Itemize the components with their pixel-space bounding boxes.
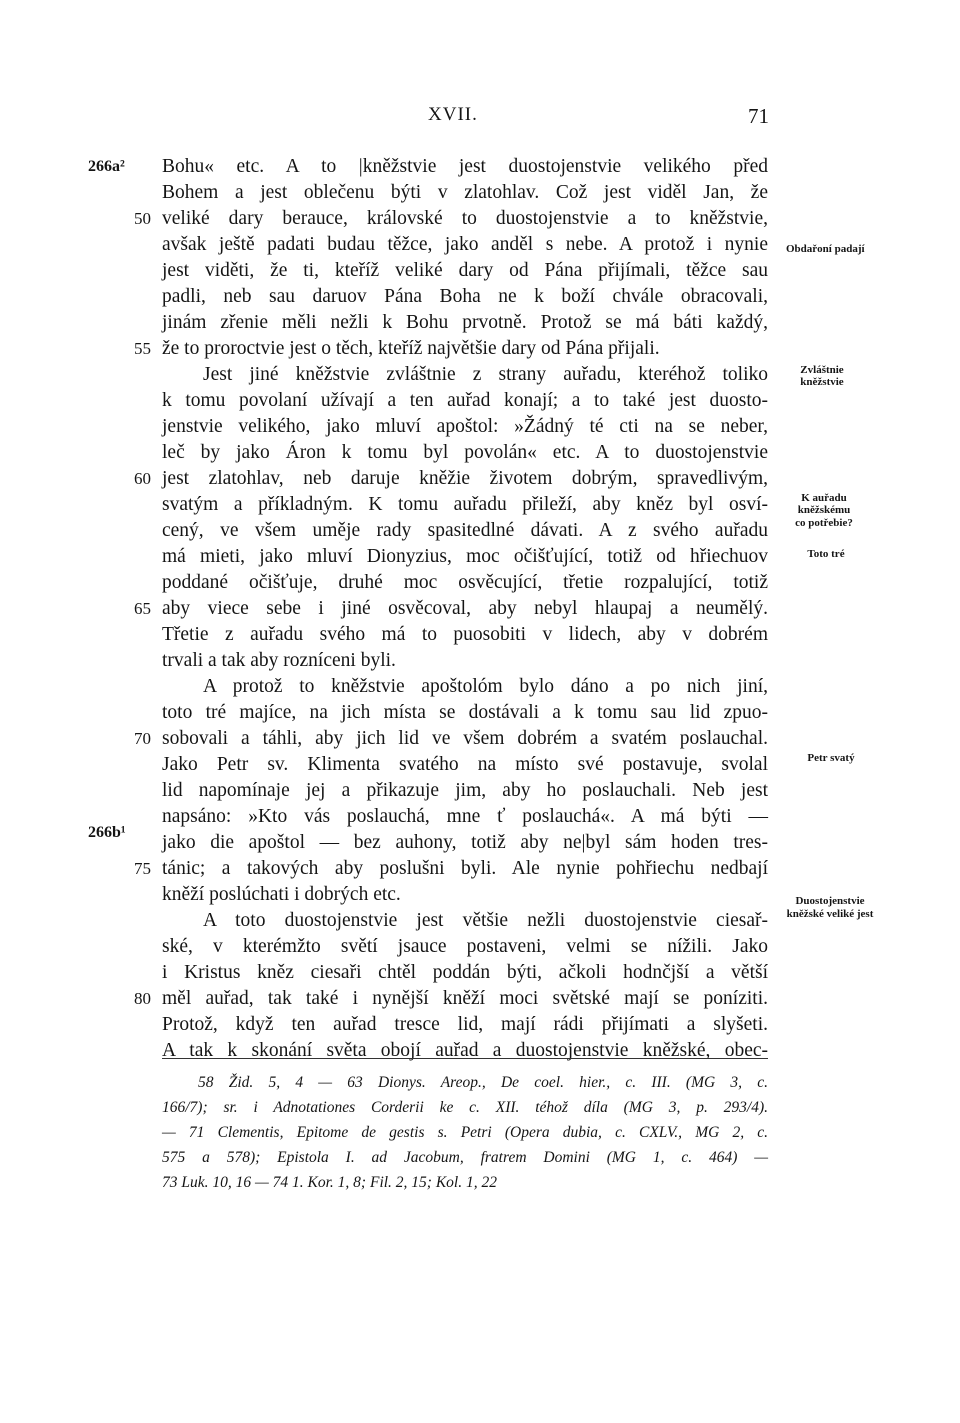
text-line: veliké dary berauce, královské to duostojenstvie a to kněžstvie, (162, 208, 768, 229)
text-line: padli, neb sau daruov Pána Boha ne k boží chvále obracovali, (162, 286, 768, 307)
text-line: toto tré majíce, na jich místa se dostávali a k tomu sau lid zpuo- (162, 702, 768, 723)
text-line: aby viece sebe i jiné osvěcoval, aby nebyl hlaupaj a neumělý. (162, 598, 768, 619)
margin-note: Obdařoní padají (786, 243, 865, 255)
text-line: svatým a příkladným. K tomu auřadu přileží, aby kněz byl osví- (162, 494, 768, 515)
text-line: napsáno: »Kto vás poslauchá, mne ť poslauchá«. A má býti — (162, 806, 768, 827)
margin-note: kněžské veliké jest (786, 908, 874, 920)
text-line: jenstvie velikého, jako mluví apoštol: »Žádný té cti na se neber, (162, 416, 768, 437)
text-line: avšak ještě padati budau těžce, jako anděl s nebe. A protož i nynie (162, 234, 768, 255)
text-line: cený, ve všem uměje rady spasitedlné dávati. A z svého auřadu (162, 520, 768, 541)
text-line: k tomu povolaní užívají a ten auřad konají; a to také jest duosto- (162, 390, 768, 411)
margin-note: Zvláštnie (800, 364, 844, 376)
footnote-line: 73 Luk. 10, 16 — 74 1. Kor. 1, 8; Fil. 2, 15; Kol. 1, 22 (162, 1174, 497, 1191)
text-line: Jako Petr sv. Klimenta svatého na místo své postavuje, svolal (162, 754, 768, 775)
footnote-separator (162, 1058, 768, 1059)
text-line: A tak k skonání světa obojí auřad a duostojenstvie kněžské, obec- (162, 1040, 768, 1061)
margin-note: Petr svatý (807, 752, 855, 764)
text-line: že to proroctvie jest o těch, kteříž najvětšie dary od Pána přijali. (162, 338, 660, 359)
footnote-line: — 71 Clementis, Epitome de gestis s. Petri (Opera dubia, c. CXLV., MG 2, c. (162, 1124, 768, 1141)
text-line: i Kristus kněz ciesaři chtěl poddán býti, ačkoli hodnčjší a větší (162, 962, 768, 983)
line-number: 65 (134, 599, 151, 618)
line-number: 70 (134, 729, 151, 748)
text-line: poddané očišťuje, druhé moc osvěcující, třetie rozpalující, totiž (162, 572, 768, 593)
text-line: Třetie z auřadu svého má to puosobiti v lidech, aby v dobrém (162, 624, 768, 645)
text-line: Bohu« etc. A to |kněžstvie jest duostojenstvie velikého před (162, 156, 768, 177)
line-number: 80 (134, 989, 151, 1008)
footnote-line: 58 Žid. 5, 4 — 63 Dionys. Areop., De coel. hier., c. III. (MG 3, c. (198, 1074, 768, 1091)
text-line: Bohem a jest oblečenu býti v zlatohlav. Což jest viděl Jan, že (162, 182, 768, 203)
margin-note: kněžstvie (800, 376, 844, 388)
text-line: má mieti, jako mluví Dionyzius, moc očišťující, totiž od hřiechuov (162, 546, 768, 567)
text-line: trvali a tak aby rozníceni byli. (162, 650, 396, 671)
text-line: A protož to kněžstvie apoštolóm bylo dáno a po nich jiní, (203, 676, 768, 697)
folio-mark: 266b¹ (88, 824, 126, 841)
margin-note: K auřadu (801, 492, 847, 504)
text-line: leč by jako Áron k tomu byl povolán« etc. A to duostojenstvie (162, 442, 768, 463)
text-line: jest viděti, že ti, kteříž veliké dary od Pána přijímali, těžce sau (162, 260, 768, 281)
chapter-header: XVII. (428, 104, 478, 125)
text-line: Jest jiné kněžstvie zvláštnie z strany auřadu, kteréhož toliko (203, 364, 768, 385)
margin-note: co potřebie? (795, 517, 853, 529)
text-line: kněží poslúchati i dobrých etc. (162, 884, 401, 905)
folio-mark: 266a² (88, 158, 125, 175)
footnote-line: 575 a 578); Epistola I. ad Jacobum, fratrem Domini (MG 1, c. 464) — (162, 1149, 768, 1166)
text-line: A toto duostojenstvie jest většie nežli duostojenstvie ciesař- (203, 910, 768, 931)
margin-note: Duostojenstvie (795, 895, 865, 907)
margin-note: kněžskému (797, 504, 851, 516)
text-line: sobovali a táhli, aby jich lid ve všem dobrém a svatém poslauchal. (162, 728, 768, 749)
text-line: ské, v kterémžto světí jsauce postaveni, velmi se nížili. Jako (162, 936, 768, 957)
text-line: jako die apoštol — bez auhony, totiž aby ne|byl sám hoden tres- (162, 832, 768, 853)
text-line: měl auřad, tak také i nynější kněží moci světské mají se poníziti. (162, 988, 768, 1009)
text-line: tánic; a takových aby poslušni byli. Ale nynie pohřiechu nedbají (162, 858, 768, 879)
line-number: 60 (134, 469, 151, 488)
text-line: jest zlatohlav, neb daruje kněžie životem dobrým, spravedlivým, (162, 468, 768, 489)
line-number: 75 (134, 859, 151, 878)
line-number: 50 (134, 209, 151, 228)
text-line: Protož, když ten auřad tresce lid, mají rádi přijímati a slyšeti. (162, 1014, 768, 1035)
text-line: jinám zřenie měli nežli k Bohu prvotně. Protož se má báti každý, (162, 312, 768, 333)
footnote-line: 166/7); sr. i Adnotationes Corderii ke c. XII. téhož díla (MG 3, p. 293/4). (162, 1099, 768, 1116)
page-number: 71 (748, 104, 769, 128)
text-line: lid napomínaje jej a přikazuje jim, aby ho poslauchali. Neb jest (162, 780, 768, 801)
margin-note: Toto tré (807, 548, 845, 560)
line-number: 55 (134, 339, 151, 358)
